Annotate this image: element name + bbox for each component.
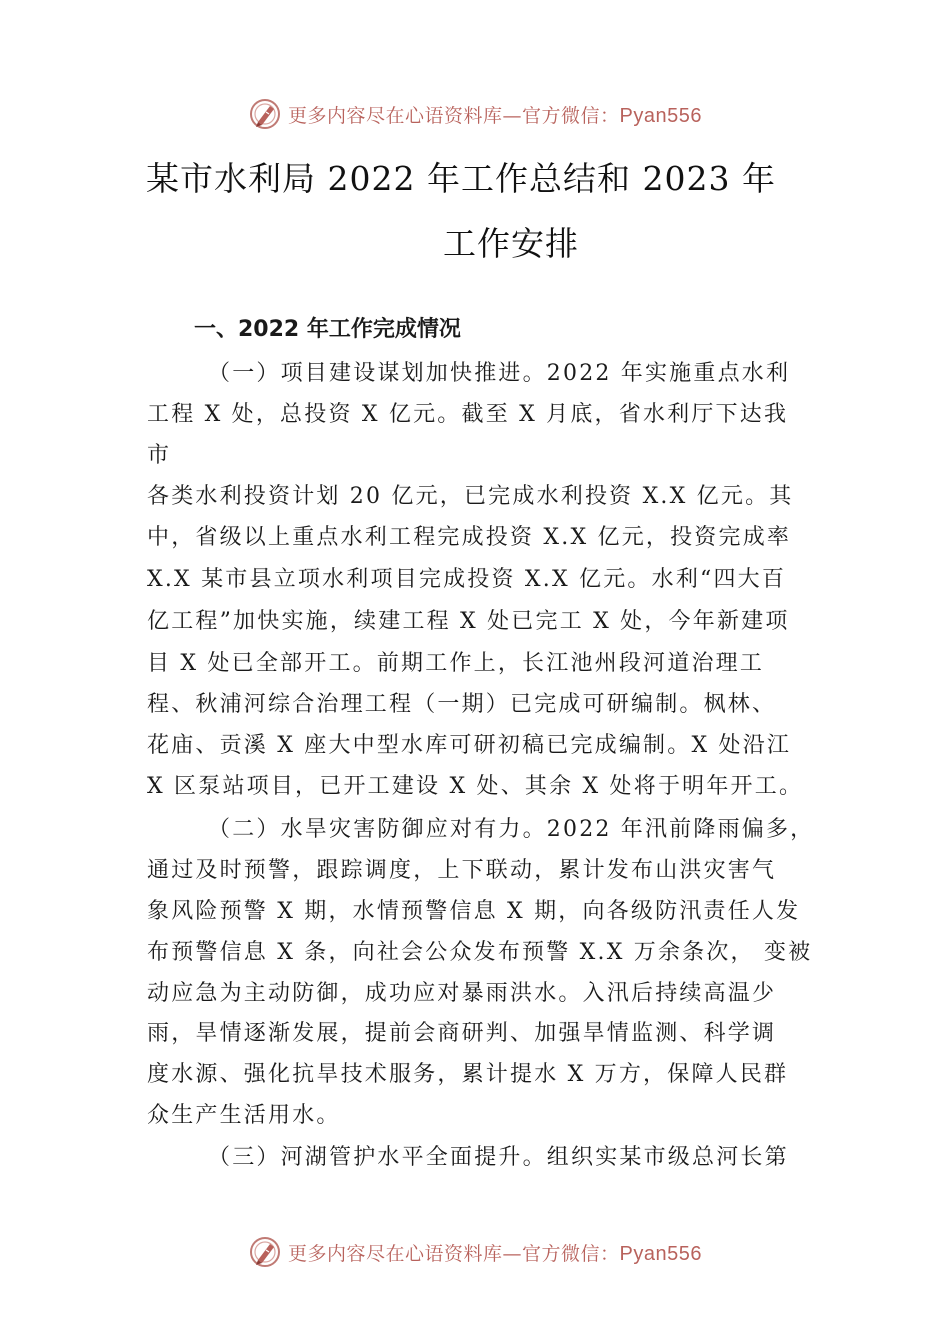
- body-line: 众生产生活用水。: [147, 1103, 341, 1128]
- body-line: 布预警信息 X 条，向社会公众发布预警 X.X 万余条次， 变被: [147, 940, 813, 965]
- document-title-line-2: 工作安排: [443, 224, 579, 263]
- section-heading: 一、2022 年工作完成情况: [194, 317, 461, 342]
- pen-nib-logo-icon: [248, 97, 282, 131]
- header-banner: [0, 94, 950, 134]
- pen-nib-logo-icon: [248, 1235, 282, 1269]
- body-line: 象风险预警 X 期，水情预警信息 X 期，向各级防汛责任人发: [147, 899, 801, 924]
- body-line: 程、秋浦河综合治理工程（一期）已完成可研编制。枫林、: [147, 692, 777, 717]
- body-line: 工程 X 处，总投资 X 亿元。截至 X 月底，省水利厅下达我: [147, 402, 789, 427]
- body-line: 目 X 处已全部开工。前期工作上，长江池州段河道治理工: [147, 651, 765, 676]
- body-line: 雨，旱情逐渐发展，提前会商研判、加强旱情监测、科学调: [147, 1021, 777, 1046]
- body-line: （三）河湖管护水平全面提升。组织实某市级总河长第: [208, 1145, 789, 1170]
- body-line: X 区泵站项目，已开工建设 X 处、其余 X 处将于明年开工。: [147, 774, 804, 799]
- body-line: 通过及时预警，跟踪调度，上下联动，累计发布山洪灾害气: [147, 858, 777, 883]
- body-line: 市: [147, 443, 172, 468]
- body-line: 各类水利投资计划 20 亿元，已完成水利投资 X.X 亿元。其: [147, 484, 794, 509]
- body-line: 动应急为主动防御，成功应对暴雨洪水。入汛后持续高温少: [147, 981, 777, 1006]
- document-title-line-1: 某市水利局 2022 年工作总结和 2023 年: [146, 159, 776, 198]
- body-line: （二）水旱灾害防御应对有力。2022 年汛前降雨偏多，: [208, 817, 815, 842]
- footer-banner: [0, 1232, 950, 1272]
- body-line: （一）项目建设谋划加快推进。2022 年实施重点水利: [208, 361, 791, 386]
- body-line: 度水源、强化抗旱技术服务，累计提水 X 万方，保障人民群: [147, 1062, 789, 1087]
- body-line: 亿工程”加快实施，续建工程 X 处已完工 X 处，今年新建项: [147, 609, 790, 634]
- body-line: 中，省级以上重点水利工程完成投资 X.X 亿元，投资完成率: [147, 525, 792, 550]
- banner-text: 更多内容尽在心语资料库—官方微信：Pyan556: [288, 104, 702, 127]
- banner-text: 更多内容尽在心语资料库—官方微信：Pyan556: [288, 1242, 702, 1265]
- body-line: 花庙、贡溪 X 座大中型水库可研初稿已完成编制。X 处沿江: [147, 733, 792, 758]
- body-line: X.X 某市县立项水利项目完成投资 X.X 亿元。水利“四大百: [147, 567, 787, 592]
